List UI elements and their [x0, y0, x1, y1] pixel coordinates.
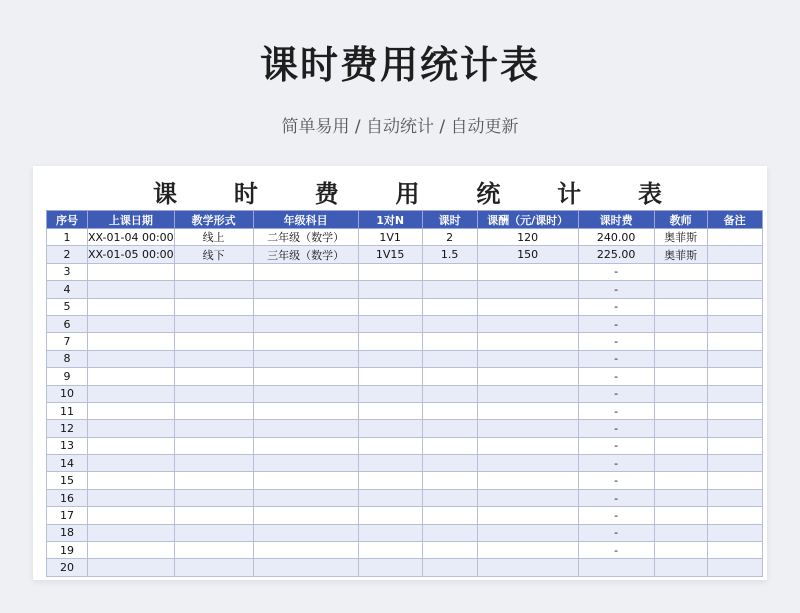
- table-cell[interactable]: [253, 420, 358, 437]
- table-row: [47, 315, 763, 332]
- table-row: [47, 542, 763, 559]
- column-header[interactable]: 1对N: [358, 211, 422, 229]
- table-cell[interactable]: [578, 559, 654, 576]
- table-cell[interactable]: -: [578, 507, 654, 524]
- table-cell[interactable]: 14: [47, 455, 88, 472]
- table-cell[interactable]: [654, 298, 707, 315]
- table-cell[interactable]: [174, 437, 253, 454]
- table-cell[interactable]: [253, 455, 358, 472]
- table-cell[interactable]: [422, 472, 477, 489]
- sheet-title-char: 时: [233, 179, 258, 208]
- table-cell[interactable]: [253, 524, 358, 541]
- page-subtitle: 简单易用 / 自动统计 / 自动更新: [281, 117, 519, 137]
- table-cell[interactable]: [88, 298, 175, 315]
- table-cell[interactable]: [358, 263, 422, 280]
- table-row: [47, 368, 763, 385]
- table-cell[interactable]: [707, 368, 762, 385]
- table-cell[interactable]: [707, 298, 762, 315]
- table-cell[interactable]: [477, 559, 578, 576]
- table-cell[interactable]: 13: [47, 437, 88, 454]
- column-header[interactable]: 教师: [654, 211, 707, 229]
- table-cell[interactable]: [477, 524, 578, 541]
- sheet-title-char: 用: [395, 179, 420, 208]
- table-cell[interactable]: [253, 315, 358, 332]
- spreadsheet-preview: [33, 166, 767, 580]
- table-cell[interactable]: [88, 559, 175, 576]
- sheet-title-char: 费: [314, 179, 339, 208]
- table-cell[interactable]: [358, 298, 422, 315]
- table-cell[interactable]: [358, 368, 422, 385]
- table-cell[interactable]: [253, 437, 358, 454]
- table-cell[interactable]: [422, 507, 477, 524]
- table-cell[interactable]: -: [578, 368, 654, 385]
- table-cell[interactable]: [174, 542, 253, 559]
- table-cell[interactable]: [654, 420, 707, 437]
- table-cell[interactable]: [358, 333, 422, 350]
- table-cell[interactable]: [477, 298, 578, 315]
- table-cell[interactable]: 5: [47, 298, 88, 315]
- table-cell[interactable]: -: [578, 542, 654, 559]
- column-header[interactable]: 教学形式: [174, 211, 253, 229]
- table-cell[interactable]: 11: [47, 402, 88, 419]
- table-cell[interactable]: [358, 559, 422, 576]
- table-cell[interactable]: [88, 350, 175, 367]
- table-cell[interactable]: 1V1: [358, 229, 422, 246]
- table-row: [47, 472, 763, 489]
- table-cell[interactable]: [654, 333, 707, 350]
- table-cell[interactable]: [174, 472, 253, 489]
- table-cell[interactable]: XX-01-05 00:00: [88, 246, 175, 263]
- table-cell[interactable]: [253, 402, 358, 419]
- table-cell[interactable]: 225.00: [578, 246, 654, 263]
- table-cell[interactable]: [422, 263, 477, 280]
- table-cell[interactable]: [707, 437, 762, 454]
- table-cell[interactable]: 三年级（数学）: [253, 246, 358, 263]
- table-cell[interactable]: [477, 437, 578, 454]
- table-cell[interactable]: -: [578, 350, 654, 367]
- table-cell[interactable]: [88, 542, 175, 559]
- table-cell[interactable]: [253, 507, 358, 524]
- table-cell[interactable]: [654, 437, 707, 454]
- table-cell[interactable]: [88, 507, 175, 524]
- table-cell[interactable]: [477, 507, 578, 524]
- table-cell[interactable]: [654, 559, 707, 576]
- table-cell[interactable]: 奥菲斯: [654, 229, 707, 246]
- table-cell[interactable]: -: [578, 333, 654, 350]
- table-cell[interactable]: 2: [422, 229, 477, 246]
- sheet-title: [33, 174, 767, 206]
- table-cell[interactable]: [707, 402, 762, 419]
- table-cell[interactable]: [707, 333, 762, 350]
- table-cell[interactable]: [88, 263, 175, 280]
- table-cell[interactable]: [422, 385, 477, 402]
- table-cell[interactable]: [707, 559, 762, 576]
- table-cell[interactable]: [88, 315, 175, 332]
- sheet-title-char: 计: [557, 179, 582, 208]
- table-cell[interactable]: [477, 368, 578, 385]
- table-cell[interactable]: 240.00: [578, 229, 654, 246]
- table-cell[interactable]: [654, 281, 707, 298]
- table-cell[interactable]: [654, 368, 707, 385]
- table-cell[interactable]: [422, 489, 477, 506]
- table-cell[interactable]: 二年级（数学）: [253, 229, 358, 246]
- table-cell[interactable]: [174, 263, 253, 280]
- table-cell[interactable]: [707, 507, 762, 524]
- fee-table: [46, 210, 763, 577]
- table-cell[interactable]: [358, 315, 422, 332]
- table-cell[interactable]: [174, 281, 253, 298]
- table-cell[interactable]: [88, 333, 175, 350]
- table-cell[interactable]: [358, 385, 422, 402]
- table-cell[interactable]: -: [578, 437, 654, 454]
- table-cell[interactable]: [88, 437, 175, 454]
- table-cell[interactable]: [477, 350, 578, 367]
- table-row: [47, 385, 763, 402]
- table-row: [47, 524, 763, 541]
- table-cell[interactable]: 150: [477, 246, 578, 263]
- table-cell[interactable]: [422, 402, 477, 419]
- table-cell[interactable]: -: [578, 402, 654, 419]
- table-cell[interactable]: [654, 315, 707, 332]
- table-cell[interactable]: [174, 455, 253, 472]
- table-cell[interactable]: [174, 559, 253, 576]
- table-cell[interactable]: [422, 368, 477, 385]
- table-cell[interactable]: [358, 542, 422, 559]
- table-cell[interactable]: [422, 333, 477, 350]
- table-cell[interactable]: [654, 263, 707, 280]
- table-cell[interactable]: [174, 489, 253, 506]
- column-header[interactable]: 序号: [47, 211, 88, 229]
- table-cell[interactable]: 1.5: [422, 246, 477, 263]
- table-cell[interactable]: [707, 246, 762, 263]
- table-cell[interactable]: [422, 559, 477, 576]
- table-cell[interactable]: [477, 315, 578, 332]
- table-cell[interactable]: -: [578, 263, 654, 280]
- table-cell[interactable]: [707, 229, 762, 246]
- sheet-title-char: 课: [153, 179, 177, 208]
- table-cell[interactable]: [707, 385, 762, 402]
- table-cell[interactable]: -: [578, 472, 654, 489]
- table-cell[interactable]: [477, 333, 578, 350]
- table-cell[interactable]: 9: [47, 368, 88, 385]
- table-cell[interactable]: [174, 298, 253, 315]
- table-cell[interactable]: [707, 455, 762, 472]
- table-cell[interactable]: 3: [47, 263, 88, 280]
- table-cell[interactable]: 20: [47, 559, 88, 576]
- table-cell[interactable]: 1: [47, 229, 88, 246]
- table-cell[interactable]: [477, 281, 578, 298]
- table-cell[interactable]: [707, 350, 762, 367]
- table-cell[interactable]: [358, 455, 422, 472]
- table-cell[interactable]: [358, 507, 422, 524]
- table-cell[interactable]: 线上: [174, 229, 253, 246]
- table-cell[interactable]: [654, 542, 707, 559]
- column-header[interactable]: 课时: [422, 211, 477, 229]
- table-cell[interactable]: 7: [47, 333, 88, 350]
- table-cell[interactable]: [253, 350, 358, 367]
- column-header[interactable]: 课酬（元/课时）: [477, 211, 578, 229]
- table-cell[interactable]: [174, 507, 253, 524]
- table-cell[interactable]: 奥菲斯: [654, 246, 707, 263]
- table-cell[interactable]: 线下: [174, 246, 253, 263]
- table-row: [47, 559, 763, 576]
- table-row: [47, 263, 763, 280]
- table-cell[interactable]: [654, 455, 707, 472]
- table-cell[interactable]: -: [578, 298, 654, 315]
- table-cell[interactable]: [477, 385, 578, 402]
- table-cell[interactable]: 17: [47, 507, 88, 524]
- table-cell[interactable]: -: [578, 420, 654, 437]
- table-cell[interactable]: [174, 315, 253, 332]
- table-cell[interactable]: 6: [47, 315, 88, 332]
- table-cell[interactable]: [422, 420, 477, 437]
- table-cell[interactable]: [707, 420, 762, 437]
- table-cell[interactable]: [358, 281, 422, 298]
- table-cell[interactable]: [253, 489, 358, 506]
- table-cell[interactable]: [174, 368, 253, 385]
- table-cell[interactable]: 16: [47, 489, 88, 506]
- table-cell[interactable]: [253, 263, 358, 280]
- table-cell[interactable]: [477, 472, 578, 489]
- table-cell[interactable]: [654, 402, 707, 419]
- table-row: [47, 420, 763, 437]
- table-cell[interactable]: [707, 315, 762, 332]
- table-cell[interactable]: [422, 350, 477, 367]
- table-cell[interactable]: [654, 385, 707, 402]
- table-cell[interactable]: [88, 385, 175, 402]
- table-cell[interactable]: [422, 437, 477, 454]
- table-row: [47, 455, 763, 472]
- table-row: [47, 489, 763, 506]
- table-cell[interactable]: [654, 472, 707, 489]
- table-cell[interactable]: [88, 420, 175, 437]
- table-cell[interactable]: [174, 524, 253, 541]
- table-cell[interactable]: [422, 542, 477, 559]
- table-cell[interactable]: [174, 420, 253, 437]
- table-row: [47, 246, 763, 263]
- table-cell[interactable]: -: [578, 489, 654, 506]
- table-cell[interactable]: [707, 472, 762, 489]
- table-cell[interactable]: [253, 472, 358, 489]
- table-row: [47, 350, 763, 367]
- table-row: [47, 333, 763, 350]
- table-cell[interactable]: [707, 489, 762, 506]
- column-header[interactable]: 上课日期: [88, 211, 175, 229]
- table-cell[interactable]: [253, 281, 358, 298]
- table-row: [47, 229, 763, 246]
- table-cell[interactable]: [253, 385, 358, 402]
- table-cell[interactable]: [174, 333, 253, 350]
- table-cell[interactable]: 10: [47, 385, 88, 402]
- table-cell[interactable]: [358, 420, 422, 437]
- table-cell[interactable]: [477, 402, 578, 419]
- table-cell[interactable]: [654, 507, 707, 524]
- table-cell[interactable]: [88, 281, 175, 298]
- table-cell[interactable]: [88, 524, 175, 541]
- table-cell[interactable]: [88, 368, 175, 385]
- table-cell[interactable]: 15: [47, 472, 88, 489]
- table-cell[interactable]: [477, 542, 578, 559]
- table-cell[interactable]: 19: [47, 542, 88, 559]
- table-cell[interactable]: [654, 524, 707, 541]
- table-cell[interactable]: [477, 455, 578, 472]
- table-cell[interactable]: [88, 472, 175, 489]
- table-cell[interactable]: [707, 263, 762, 280]
- sheet-title-char: 表: [637, 179, 662, 208]
- table-cell[interactable]: [707, 524, 762, 541]
- table-cell[interactable]: [253, 368, 358, 385]
- table-cell[interactable]: 2: [47, 246, 88, 263]
- table-cell[interactable]: [88, 402, 175, 419]
- table-cell[interactable]: [253, 542, 358, 559]
- table-row: [47, 437, 763, 454]
- table-cell[interactable]: [174, 350, 253, 367]
- column-header[interactable]: 年级科目: [253, 211, 358, 229]
- table-cell[interactable]: [358, 524, 422, 541]
- table-cell[interactable]: [358, 402, 422, 419]
- table-cell[interactable]: -: [578, 385, 654, 402]
- table-cell[interactable]: [358, 472, 422, 489]
- table-cell[interactable]: 1V15: [358, 246, 422, 263]
- table-cell[interactable]: -: [578, 455, 654, 472]
- table-cell[interactable]: [88, 455, 175, 472]
- table-cell[interactable]: -: [578, 281, 654, 298]
- table-header-row: [47, 211, 763, 229]
- table-cell[interactable]: [174, 402, 253, 419]
- table-cell[interactable]: 4: [47, 281, 88, 298]
- table-cell[interactable]: [422, 298, 477, 315]
- table-row: [47, 298, 763, 315]
- table-row: [47, 507, 763, 524]
- table-cell[interactable]: [422, 315, 477, 332]
- table-cell[interactable]: 18: [47, 524, 88, 541]
- table-cell[interactable]: [88, 489, 175, 506]
- table-cell[interactable]: [477, 420, 578, 437]
- table-row: [47, 281, 763, 298]
- table-cell[interactable]: [707, 281, 762, 298]
- sheet-title-char: 统: [476, 179, 501, 208]
- table-cell[interactable]: [358, 437, 422, 454]
- table-cell[interactable]: [707, 542, 762, 559]
- table-cell[interactable]: [253, 298, 358, 315]
- column-header[interactable]: 备注: [707, 211, 762, 229]
- table-cell[interactable]: [654, 350, 707, 367]
- table-cell[interactable]: 120: [477, 229, 578, 246]
- table-cell[interactable]: [654, 489, 707, 506]
- table-cell[interactable]: [253, 333, 358, 350]
- table-cell[interactable]: 12: [47, 420, 88, 437]
- page-title: 课时费用统计表: [259, 43, 540, 87]
- table-cell[interactable]: [253, 559, 358, 576]
- table-row: [47, 402, 763, 419]
- table-cell[interactable]: [477, 263, 578, 280]
- table-cell[interactable]: [477, 489, 578, 506]
- table-cell[interactable]: -: [578, 315, 654, 332]
- table-cell[interactable]: XX-01-04 00:00: [88, 229, 175, 246]
- table-cell[interactable]: [358, 350, 422, 367]
- table-cell[interactable]: [422, 455, 477, 472]
- table-cell[interactable]: -: [578, 524, 654, 541]
- column-header[interactable]: 课时费: [578, 211, 654, 229]
- table-cell[interactable]: 8: [47, 350, 88, 367]
- table-cell[interactable]: [422, 524, 477, 541]
- table-cell[interactable]: [422, 281, 477, 298]
- table-cell[interactable]: [358, 489, 422, 506]
- table-cell[interactable]: [174, 385, 253, 402]
